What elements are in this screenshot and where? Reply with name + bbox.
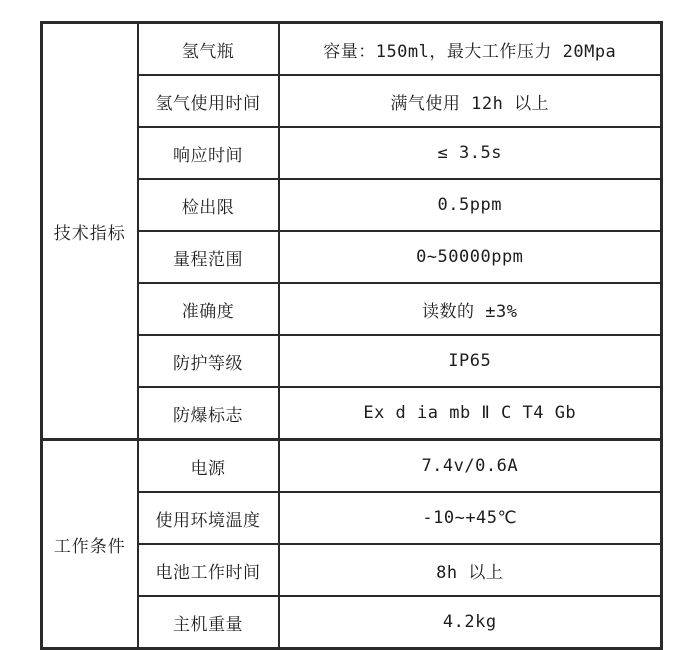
spec-label-battery-working-time: 电池工作时间 <box>138 544 279 596</box>
spec-value-power-supply: 7.4v/0.6A <box>279 440 662 493</box>
spec-value-protection-rating: IP65 <box>279 335 662 387</box>
group-cell-technical-specs: 技术指标 <box>42 23 138 440</box>
spec-label-hydrogen-usage-time: 氢气使用时间 <box>138 75 279 127</box>
spec-value-hydrogen-usage-time: 满气使用 12h 以上 <box>279 75 662 127</box>
spec-value-accuracy: 读数的 ±3% <box>279 283 662 335</box>
table-row <box>42 23 662 76</box>
spec-table <box>40 21 663 650</box>
spec-value-host-weight: 4.2kg <box>279 596 662 649</box>
spec-value-battery-working-time: 8h 以上 <box>279 544 662 596</box>
spec-label-host-weight: 主机重量 <box>138 596 279 649</box>
spec-table-container <box>40 21 663 650</box>
spec-value-measuring-range: 0~50000ppm <box>279 231 662 283</box>
spec-label-measuring-range: 量程范围 <box>138 231 279 283</box>
spec-value-explosion-proof-mark: Ex d ia mb Ⅱ C T4 Gb <box>279 387 662 440</box>
spec-label-hydrogen-cylinder: 氢气瓶 <box>138 23 279 76</box>
group-cell-working-conditions: 工作条件 <box>42 440 138 649</box>
spec-value-detection-limit: 0.5ppm <box>279 179 662 231</box>
spec-value-response-time: ≤ 3.5s <box>279 127 662 179</box>
spec-label-accuracy: 准确度 <box>138 283 279 335</box>
spec-label-response-time: 响应时间 <box>138 127 279 179</box>
spec-label-power-supply: 电源 <box>138 440 279 493</box>
spec-label-explosion-proof-mark: 防爆标志 <box>138 387 279 440</box>
spec-value-operating-temperature: -10~+45℃ <box>279 492 662 544</box>
table-row <box>42 440 662 493</box>
spec-value-hydrogen-cylinder: 容量：150ml，最大工作压力 20Mpa <box>279 23 662 76</box>
spec-label-operating-temperature: 使用环境温度 <box>138 492 279 544</box>
spec-label-detection-limit: 检出限 <box>138 179 279 231</box>
spec-label-protection-rating: 防护等级 <box>138 335 279 387</box>
